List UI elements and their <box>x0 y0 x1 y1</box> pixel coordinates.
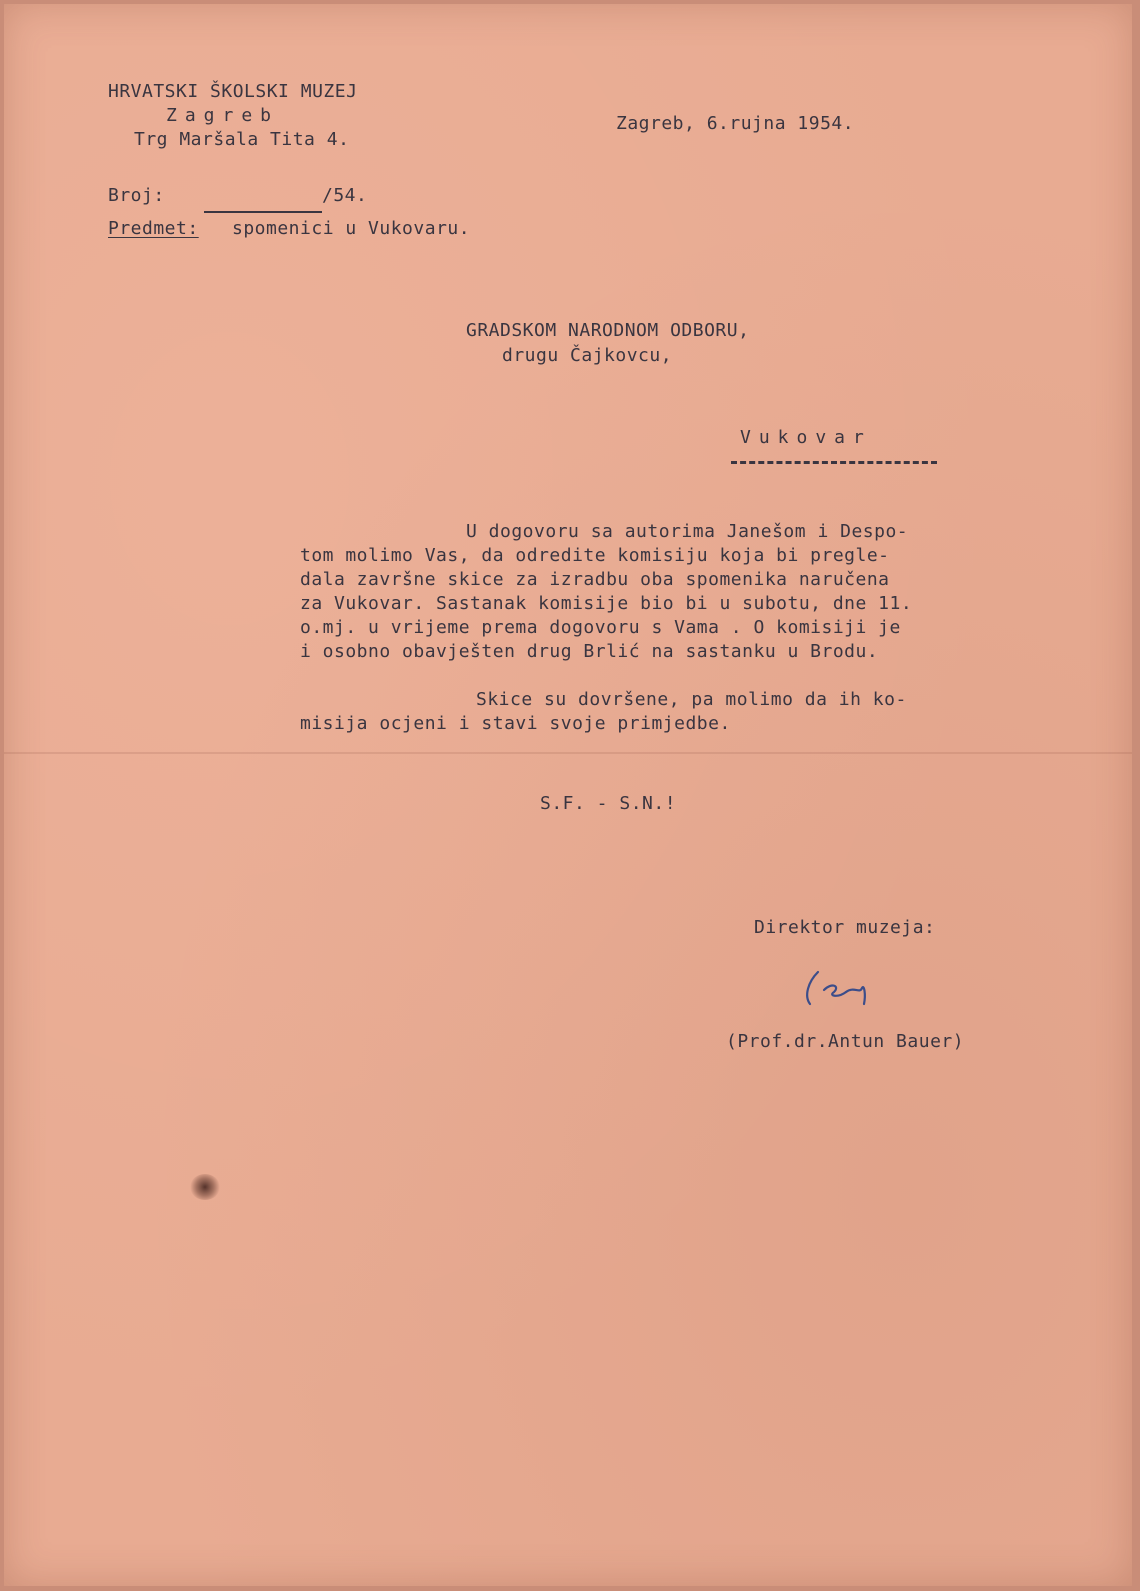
paper-fold-crease <box>4 752 1132 754</box>
reference-number-blank <box>204 211 322 213</box>
body-paragraph-2 <box>300 688 1050 736</box>
institution-name: HRVATSKI ŠKOLSKI MUZEJ <box>108 81 358 102</box>
body-line: U dogovoru sa autorima Janešom i Despo- <box>466 521 909 542</box>
institution-city: Zagreb <box>166 105 280 126</box>
institution-address: Trg Maršala Tita 4. <box>134 129 350 150</box>
ink-stain <box>190 1174 220 1200</box>
letter-date: Zagreb, 6.rujna 1954. <box>616 113 855 134</box>
recipient-line-2: drugu Čajkovcu, <box>502 345 673 366</box>
signatory-title: Direktor muzeja: <box>754 917 936 938</box>
body-paragraph-1 <box>300 520 1050 664</box>
reference-number-label: Broj: <box>108 185 165 206</box>
reference-number-suffix: /54. <box>322 185 368 206</box>
recipient-place-underline <box>731 461 937 464</box>
recipient-place: Vukovar <box>740 427 872 448</box>
body-line: Skice su dovršene, pa molimo da ih ko- <box>476 689 907 710</box>
letter-page <box>4 4 1132 1586</box>
subject-text: spomenici u Vukovaru. <box>232 218 471 239</box>
body-line: dala završne skice za izradbu oba spomenika naručena <box>300 569 890 590</box>
body-line: tom molimo Vas, da odredite komisiju koja bi pregle- <box>300 545 890 566</box>
body-line: o.mj. u vrijeme prema dogovoru s Vama . O komisiji je <box>300 617 901 638</box>
body-line: misija ocjeni i stavi svoje primjedbe. <box>300 713 731 734</box>
recipient-line-1: GRADSKOM NARODNOM ODBORU, <box>466 320 750 341</box>
signatory-name: (Prof.dr.Antun Bauer) <box>726 1031 965 1052</box>
body-line: i osobno obavješten drug Brlić na sastanku u Brodu. <box>300 641 879 662</box>
subject-label: Predmet: <box>108 218 199 239</box>
closing-salutation: S.F. - S.N.! <box>540 793 677 814</box>
handwritten-signature <box>804 964 884 1024</box>
body-line: za Vukovar. Sastanak komisije bio bi u subotu, dne 11. <box>300 593 913 614</box>
